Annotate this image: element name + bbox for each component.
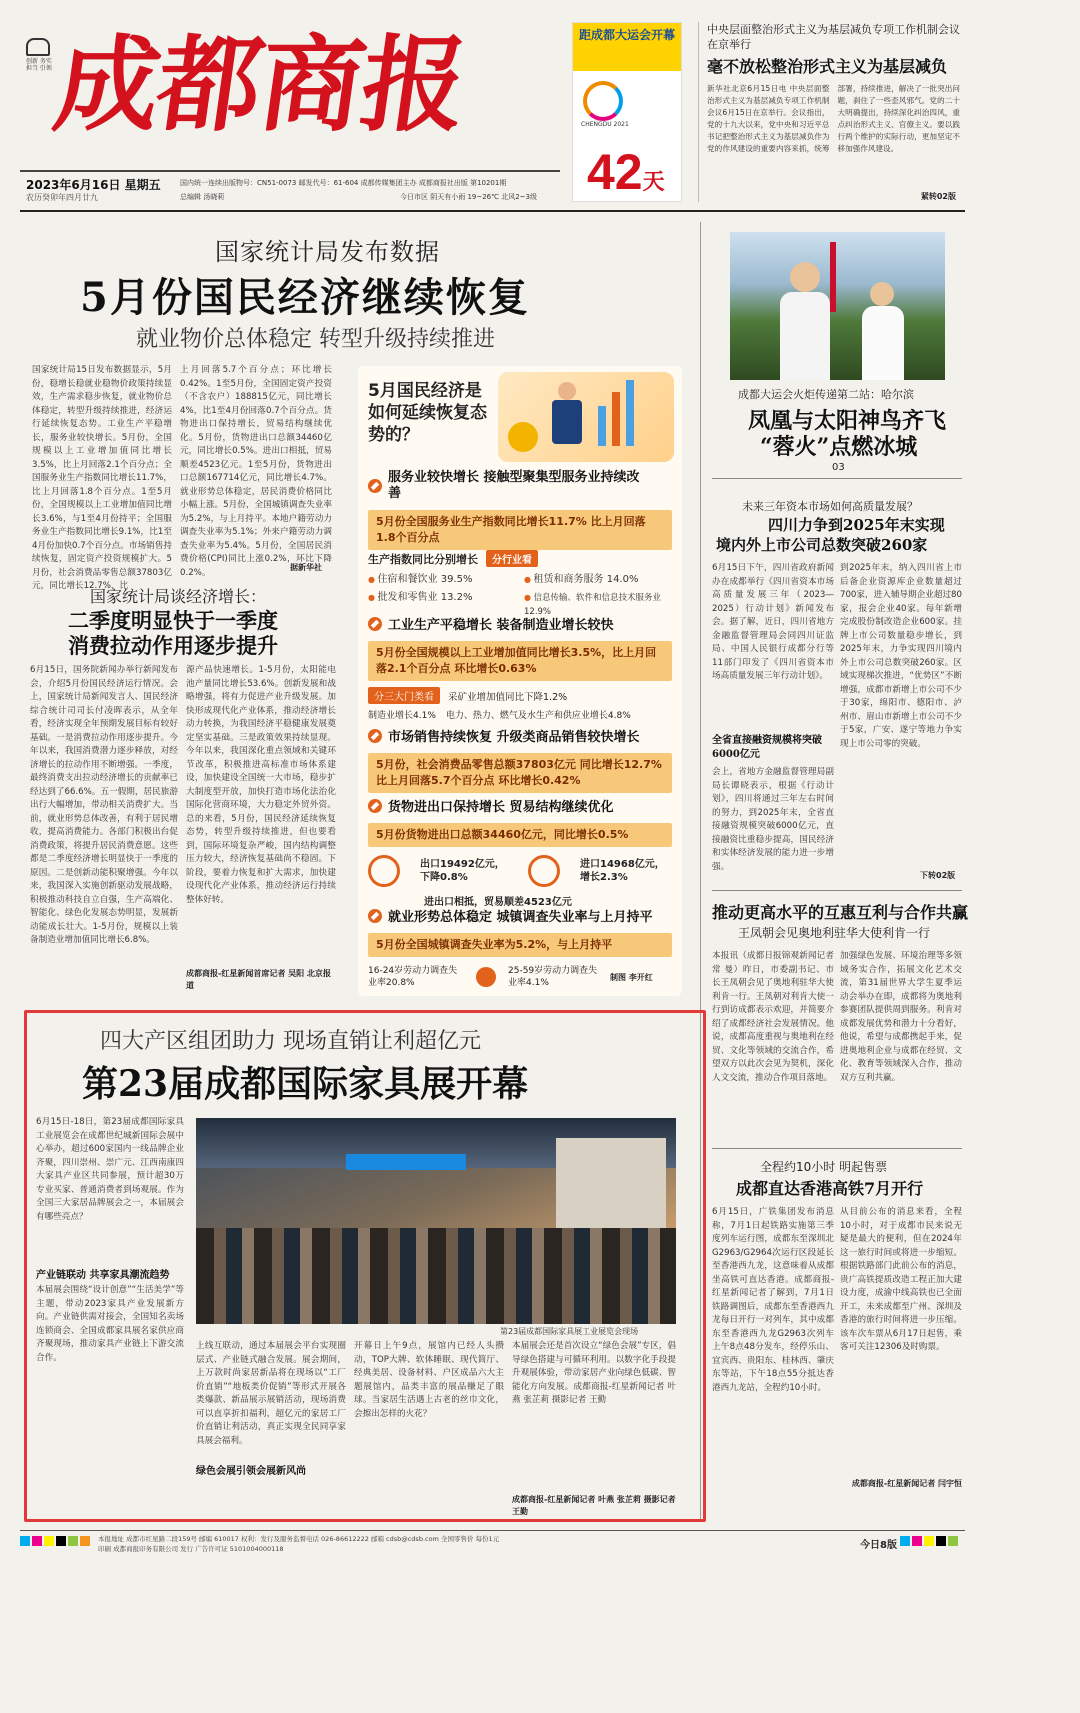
section-trade-title: 货物进出口保持增长 贸易结构继续优化 [388,800,614,815]
brand-mark [26,38,56,82]
capital-headline-1: 四川力争到2025年末实现 [768,516,945,534]
check-icon [368,729,382,743]
lead-body-col1: 国家统计局15日发布数据显示，5月份，稳增长稳就业稳物价政策持续显效，生产需求稳步恢复，就业物价总体稳定，转型升级持续推进，经济运行延续恢复态势。工业生产平稳增长，服务业较快增长。5月份，全国规模以上工业增加值同比增长3.5%，比上月回落2.1个百分点；全国服务业生产指数同比增长11.7%，比上月回落1.8个百分点。1至5月份，全国规模以上工业增加值同比增长3.6%，与1至4月份持平；全国服务业生产指数同比增长9.1%，比1至4月份加快0.7个百分点。市场销售持续恢复，固定资产投资规模扩大。5月份，社会消费品零售总额37803亿元，同比增长12.7%，比 [32,365,172,591]
services-item: ● 信息传输、软件和信息技术服务业 12.9% [524,591,672,619]
countdown-value [587,143,665,201]
furniture-expo-photo [196,1118,676,1324]
lead-body-col2: 上月回落5.7个百分点；环比增长0.42%。1至5月份，全国固定资产投资（不含农户）188815亿元，同比增长4%，比1至4月份回落0.7个百分点。货物进出口保持增长，贸易结构继续优化。5月份，货物进出口总额34460亿元，同比增长0.5%。进出口相抵，贸易顺差4523亿元。1至5月份，货物进出口总额167714亿元，同比增长4.7%。就业形势总体稳定，居民消费价格同比小幅上涨。5月份，全国城镇调查失业率为5.2%，与上月持平。本地户籍劳动力调查失业率为5.1%；外来户籍劳动力调查失业率为5.4%。5月份，全国居民消费价格(CPI)同比上涨0.2%，环比下降0.2%。 [180,365,332,578]
trade-surplus: 进出口相抵，贸易顺差4523亿元 [424,897,572,908]
issn-line: 国内统一连续出版物号：CN51-0073 邮发代号：61-604 成都传媒集团主办 成都商报社出版 第10201期 [180,179,507,187]
feature-body-col2b: 开幕日上午9点，展馆内已经人头攒动，TOP大牌、软体睡眠、现代简厅、经典美居、设备材料、户区成品六大主题展馆内，品类丰富的展品赚足了眼球。当家居生活遇上古老的丝巾文化，会擦出怎样的火花？ [354,1341,504,1419]
capital-body-col1: 6月15日下午，四川省政府新闻办在成都举行《四川省资本市场高质量发展三年（2023—2025）行动计划》新闻发布会。据了解，近日，四川省地方金融监督管理局会同四川证监局、中国人民银行成都分行等11部门印发了《四川省资本市场高质量发展三年行动计划》。 [712,563,834,681]
section-employment-title: 就业形势总体稳定 城镇调查失业率与上月持平 [388,910,653,925]
section-services-detail-title: 生产指数同比分别增长 [368,552,478,566]
industry-list [368,708,672,721]
lead-headline: 5月份国民经济继续恢复 [80,274,530,321]
cdsb-icon [26,38,50,56]
category-tag: 分三大门类看 [368,687,440,704]
section-industry-bar: 5月份全国规模以上工业增加值同比增长3.5%，比上月回落2.1个百分点 环比增长0.63% [368,641,672,681]
employment-figures [368,965,672,989]
top-news [698,22,960,202]
side-rule-1 [712,478,962,479]
section-services-head [368,470,672,502]
second-headline-1: 二季度明显快于一季度 [68,608,278,633]
countdown-days: 42 [587,144,643,200]
feature-body-col3: 本届展会还是首次设立“绿色会展”专区，倡导绿色搭建与可循环利用。以数字化手段提升观展体验，带动家居产业向绿色低碳、智能化方向发展。成都商报-红星新闻记者 叶燕 张芷莉 摄影记者 王勤 [512,1341,676,1405]
universiade-emblem [583,81,623,121]
import-figure: 进口14968亿元，增长2.3% [580,859,665,883]
export-figure: 出口19492亿元，下降0.8% [420,859,505,883]
diplomacy-body-col2: 加强绿色发展、环境治理等多领域务实合作，拓展文化艺术交流，第31届世界大学生夏季运动会举办在即，成都将为奥地利参赛团队提供周到服务。利肯对成都发展优势和潜力十分看好，他说，希望与成都携起手来，促进奥地利企业与成都在经贸、文化、教育等领域深入合作，推动双方互利共赢。 [840,951,962,1083]
top-news-jump: 紧转02版 [920,192,956,201]
top-news-body: 新华社北京6月15日电 中央层面整治形式主义为基层减负专项工作机制会议6月15日在京举行。会议指出，党的十九大以来，党中央和习近平总书记把整治形式主义为基层减负作为党的作风建设的重要内容来抓，统筹部署，持续推进，解决了一批突出问题，刹住了一些歪风邪气。党的二十大明确提出，持续深化纠治四风，重点纠治形式主义、官僚主义。要以践行两个维护的实际行动，更加坚定不移加强作风建设。 [707,84,960,153]
feature-body-col1: 6月15日-18日，第23届成都国际家具工业展览会在成都世纪城新国际会展中心举办，超过600家国内一线品牌企业齐聚，四川崇州、崇广元、江西南康四大家具产业区共同参展，预计超30万专业买家、普通消费者到场观展。作为全国三大家居品牌展会之一，本届展会有哪些亮点？ [36,1117,184,1222]
diplomacy-headline: 推动更高水平的互惠互利与合作共赢 [712,903,969,922]
feature-kicker: 四大产区组团助力 现场直销让利超亿元 [100,1029,481,1054]
infographic-maker: 制图 李开红 [610,972,653,982]
trade-figures [368,855,672,887]
section-retail-title: 市场销售持续恢复 升级类商品销售较快增长 [388,730,640,745]
section-employment [368,906,672,989]
feature-body-col2: 上线互联动，通过本届展会平台实现圈层式、产业链式融合发展。展会期间，上万款时尚家居新品将在现场以“工厂价直销”“地板类价促销”等形式开展各类爆款、新品展示展销活动，现场消费可以直享折扣福利，超亿元的家居工厂价直销让利活动，真正实现全民同享家具展会福利。 [196,1341,346,1446]
masthead-rule [20,170,560,172]
industry-item: 电力、热力、燃气及水生产和供应业增长4.8% [445,711,631,721]
torch-relay-photo [730,232,945,380]
section-trade-head [368,796,672,815]
emblem-label: CHENGDU 2021 [581,121,629,128]
infographic [358,366,682,996]
section-trade-bar: 5月份货物进出口总额34460亿元，同比增长0.5% [368,823,672,847]
lead-credit: 据新华社 [290,563,322,572]
services-item: ● 批发和零售业 13.2% [368,591,516,619]
torch-headline-2: “蓉火”点燃冰城 [760,434,918,460]
brand-slogan: 创新 务实 担当 引领 [26,58,52,72]
editor-line: 总编辑 汤晓莉 [180,193,225,201]
services-item: ● 租赁和商务服务 14.0% [524,573,672,587]
torch-caption-kicker: 成都大运会火炬传递第二站：哈尔滨 [738,388,914,401]
torch-headline-1: 凤凰与太阳神鸟齐飞 [748,408,947,434]
footer-address: 本报地址 成都市红星路二段159号 邮编 610017 权利：发行及服务监督电话 026-86612222 邮箱 cdsb@cdsb.com 全国零售价 每份1元 [98,1535,500,1543]
photo-caption: 第23届成都国际家具展工业展览会现场 [500,1327,639,1336]
capital-kicker: 未来三年资本市场如何高质量发展？ [742,500,918,513]
second-credit: 成都商报-红星新闻首席记者 吴阳 北京报道 [186,969,331,990]
torch-page-ref: 03 [832,462,845,473]
section-services-bar: 5月份全国服务业生产指数同比增长11.7% 比上月回落1.8个百分点 [368,510,672,550]
section-employment-bar: 5月份全国城镇调查失业率为5.2%，与上月持平 [368,933,672,957]
capital-body-col1b: 会上，省地方金融监督管理局副局长谭晓表示，根据《行动计划》，四川将通过三年左右时间的努力，到2025年末，全省直接融资规模突破6000亿元，直接融资比重稳步提高，国民经济和实体经济发展的能力进一步增强。 [712,767,834,872]
worker-icon [476,967,496,987]
feature-subhead-1: 产业链联动 共享家具潮流趋势 [36,1270,170,1281]
newspaper-logo: 成都商报 [47,23,473,146]
section-retail [368,726,672,793]
adult-rate: 25-59岁劳动力调查失业率4.1% [508,966,598,988]
industry-item: 采矿业增加值同比下降1.2% [448,691,568,703]
top-news-headline: 毫不放松整治形式主义为基层减负 [707,57,948,76]
section-services-detail [368,550,672,619]
countdown-box [572,22,682,202]
check-icon [368,909,382,923]
top-divider [20,210,965,212]
section-retail-head [368,726,672,745]
capital-jump: 下转02版 [920,871,956,880]
check-icon [368,479,382,493]
rail-credit: 成都商报-红星新闻记者 闫宇恒 [851,1479,962,1488]
countdown-title: 距成都大运会开幕 [573,23,681,71]
capital-subhead: 全省直接融资规模将突破6000亿元 [712,735,822,760]
services-item: ● 住宿和餐饮业 39.5% [368,573,516,587]
ship-icon [528,855,560,887]
footer-pages: 今日8版 [860,1540,897,1551]
issue-date: 2023年6月16日 星期五 [26,178,161,192]
second-kicker: 国家统计局谈经济增长： [90,587,267,606]
second-body-col1: 6月15日，国务院新闻办举行新闻发布会，介绍5月份国民经济运行情况。会上，国家统计局新闻发言人、国民经济综合统计司司长付凌晖表示，从全年看，经济实现全年预期发展目标有较好基础。一是消费拉动作用逐步提升。今年以来，我国消费潜力逐步释放，对经济增长的拉动作用不断增强。一季度，最终消费支出拉动经济增长的贡献率已经达到了66.6%。五一假期，居民旅游出行大幅增加，带动相关消费扩大。当前，就业形势总体改善，有利于居民增收，提高消费能力。各部门积极出台促消费政策，将提升居民消费意愿。这些都是二季度经济增长明显快于一季度的原因。二是创新动能积聚增强。今年以来，我国深入实施创新驱动发展战略，积极推动科技自立自强，生产高端化、智能化、绿色化发展态势明显，发展新动能成长壮大。1-5月份，规模以上装备制造业增加值同比增长6.8%。 [30,665,178,945]
top-news-kicker: 中央层面整治形式主义为基层减负专项工作机制会议在京举行 [707,23,960,51]
second-body-col2: 源产品快速增长。1-5月份，太阳能电池产量同比增长53.6%。创新发展和战略增强，将有力促进产业升级发展。加快形成现代化产业体系，推动经济增长动力转换，为我国经济平稳健康发展奠定坚实基础。三是政策效果持续显现。今年以来，我国深化重点领域和关键环节改革，积极推进高标准市场体系建设，加快建设全国统一大市场，稳步扩大制度型开放，加快打造市场化法治化国际化营商环境，大力稳定外贸外资。总的来看，5月份，国民经济延续恢复态势，转型升级持续推进，但也要看到，国际环境复杂严峻，国内结构调整压力较大，经济恢复基础尚不稳固。下阶段，要着力恢复和扩大需求，加快建设现代化产业体系，推动经济运行持续整体好转。 [186,665,336,905]
feature-subhead-2: 绿色会展引领会展新风尚 [196,1466,306,1477]
businessman-illustration [498,372,674,462]
color-bar-right [900,1536,958,1546]
section-services [368,470,672,550]
capital-headline-2: 境内外上市公司总数突破260家 [716,536,928,554]
feature-body-col1b: 本届展会围绕“设计创意”“生活美学”等主题，带动2023家具产业发展新方向。产业链供需对接会，全国知名卖场连锁商会、全国成都家具展名家供应商齐聚现场，推动家具产业链上下游交流合作。 [36,1285,184,1363]
color-bar-left [20,1536,90,1546]
rail-body-col2: 从目前公布的消息来看，全程10小时，对于成都市民来说无疑是最大的便利，但在2024年这一旅行时间或将进一步缩短。根据铁路部门此前公布的消息，贵广高铁提质改造工程正加大建设力度，成渝中线高铁也已全面开工，未来成都至广州、深圳及香港的旅行时间将进一步压缩。该车次车票从6月17日起售，乘客可关注12306及时购票。 [840,1207,962,1352]
diplomacy-subhead: 王凤朝会见奥地利驻华大使利肯一行 [738,926,931,940]
second-headline-2: 消费拉动作用逐步提升 [68,633,278,658]
globe-icon [368,855,400,887]
capital-body-col2: 到2025年末，纳入四川省上市后备企业资源库企业数量超过700家，进入辅导期企业超过80家，报会企业40家。每年新增完成股份制改造企业600家。挂牌上市公司数量稳步增长，到2025年末，力争实现四川境内外上市公司总数突破260家。区域实现梯次推进，“优势区”不断增强，成都市新增上市公司不少于30家，绵阳市、德阳市、泸州市、眉山市新增上市公司不少于5家，广安、遂宁等地力争实现上市公司零的突破。 [840,563,962,749]
feature-headline: 第23届成都国际家具展开幕 [82,1063,529,1105]
footer-print: 印刷 成都商报印务有限公司 发行 广告许可证 5101004000118 [98,1545,284,1553]
section-industry-title: 工业生产平稳增长 装备制造业增长较快 [388,618,614,633]
infographic-title: 5月国民经济是如何延续恢复态势的？ [368,381,487,445]
check-icon [368,617,382,631]
lunar-date: 农历癸卯年四月廿九 [26,193,98,202]
footer-rule [20,1530,965,1531]
section-trade [368,796,672,908]
rail-body-col1: 6月15日，广铁集团发布消息称，7月1日起铁路实施第三季度列车运行图，成都东至深圳北G2963/G2964次运行区段延长至香港西九龙，这意味着从成都坐高铁可直达香港。成都商报-红星新闻记者了解到，7月1日铁路调图后，成都东至香港西九龙每日开行一对列车，其中成都东至香港西九龙G2963次列车上午8点48分发车，经停乐山、宜宾西、贵阳东、桂林西、肇庆东等站，下午18点55分抵达香港西九龙站，全程约10小时。 [712,1207,834,1393]
lead-kicker: 国家统计局发布数据 [215,238,440,266]
lead-subhead: 就业物价总体稳定 转型升级持续推进 [136,327,495,352]
services-list [368,573,672,619]
section-services-title: 服务业较快增长 接触型聚集型服务业持续改善 [388,470,640,501]
side-rule-2 [712,890,962,891]
rail-headline: 成都直达香港高铁7月开行 [736,1179,924,1198]
youth-rate: 16-24岁劳动力调查失业率20.8% [368,966,458,988]
industry-tag: 分行业看 [486,550,538,567]
rail-kicker: 全程约10小时 明起售票 [760,1160,888,1174]
section-industry [368,614,672,721]
side-rule-3 [712,1148,962,1149]
check-icon [368,799,382,813]
diplomacy-body-col1: 本报讯（成都日报锦观新闻记者 常 曼）昨日，市委副书记、市长王凤朝会见了奥地利驻华大使利肯一行。王凤朝对利肯大使一行到访成都表示欢迎，并简要介绍了成都经济社会发展情况。他说，成都高度重视与奥地利在经贸、文化等领域的交流合作，希望双方以此次会见为契机，深化人文交流，推动合作项目落地。 [712,951,834,1083]
section-retail-bar: 5月份，社会消费品零售总额37803亿元 同比增长12.7% 比上月回落5.7个百分点 环比增长0.42% [368,753,672,793]
industry-item: 制造业增长4.1% [368,711,436,721]
weather-line: 今日市区 阴天有小雨 19~26℃ 北风2~3级 [400,193,537,201]
countdown-unit: 天 [642,170,665,195]
section-industry-head [368,614,672,633]
feature-credit: 成都商报-红星新闻记者 叶燕 张芷莉 摄影记者 王勤 [512,1495,676,1516]
section-employment-head [368,906,672,925]
